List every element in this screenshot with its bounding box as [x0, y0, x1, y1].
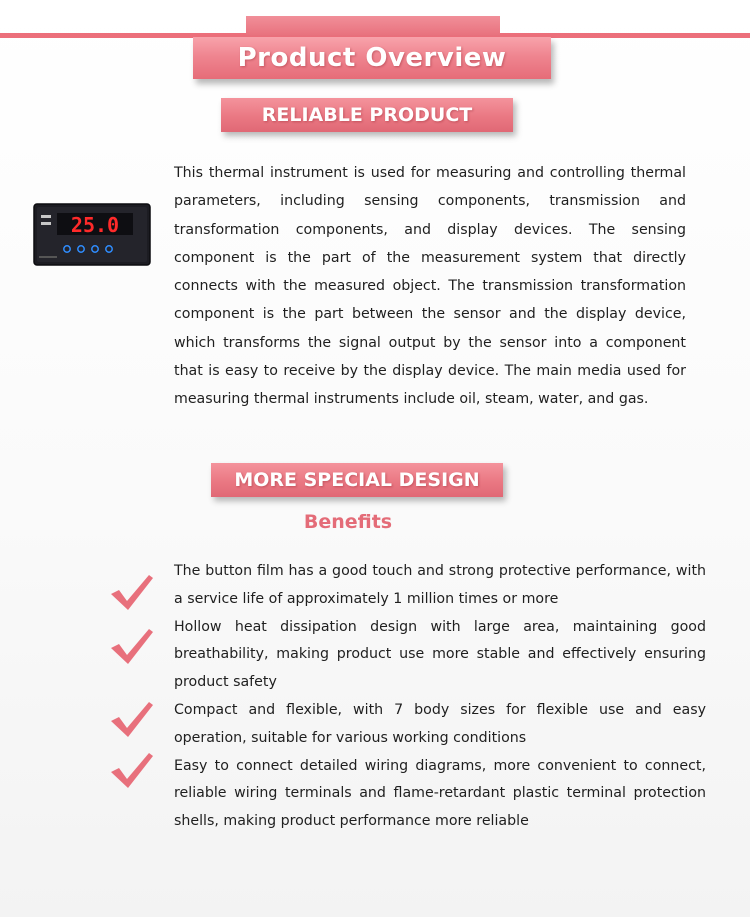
reliable-product-heading: RELIABLE PRODUCT	[221, 98, 513, 132]
special-design-heading: MORE SPECIAL DESIGN	[211, 463, 503, 497]
list-item	[104, 558, 706, 614]
benefit-text: Compact and flexible, with 7 body sizes for flexible use and easy operation, suitable for various working conditions	[174, 701, 706, 746]
checkmark-icon	[107, 572, 155, 612]
benefits-subheading: Benefits	[303, 511, 393, 533]
checkmark-icon	[107, 750, 155, 790]
list-item	[104, 697, 706, 753]
top-accent-tab	[246, 16, 500, 36]
thermal-instrument-image	[33, 203, 151, 266]
device-readout: 25.0	[70, 213, 120, 237]
benefit-text: Hollow heat dissipation design with large area, maintaining good breathability, making product use more stable and effectively ensuring product safety	[174, 618, 706, 691]
benefit-list	[104, 558, 706, 836]
checkmark-icon	[107, 699, 155, 739]
list-item	[104, 753, 706, 836]
benefit-text: The button film has a good touch and strong protective performance, with a service life of approximately 1 million times or more	[174, 563, 706, 607]
list-item	[104, 614, 706, 697]
page-title: Product Overview	[193, 37, 551, 79]
checkmark-icon	[107, 626, 155, 666]
benefit-text: Easy to connect detailed wiring diagrams, more convenient to connect, reliable wiring terminals and flame-retardant plastic terminal protection shells, making product performance more reliable	[174, 757, 706, 830]
product-description: This thermal instrument is used for measuring and controlling thermal parameters, including sensing components, transmission and transformation components, and display devices. The sensing component is the part of the measurement system that directly connects with the measured object. The transmission transformation component is the part between the sensor and the display device, which transforms the signal output by the sensor into a component that is easy to receive by the display device. The main media used for measuring thermal instruments include oil, steam, water, and gas.	[174, 165, 686, 408]
